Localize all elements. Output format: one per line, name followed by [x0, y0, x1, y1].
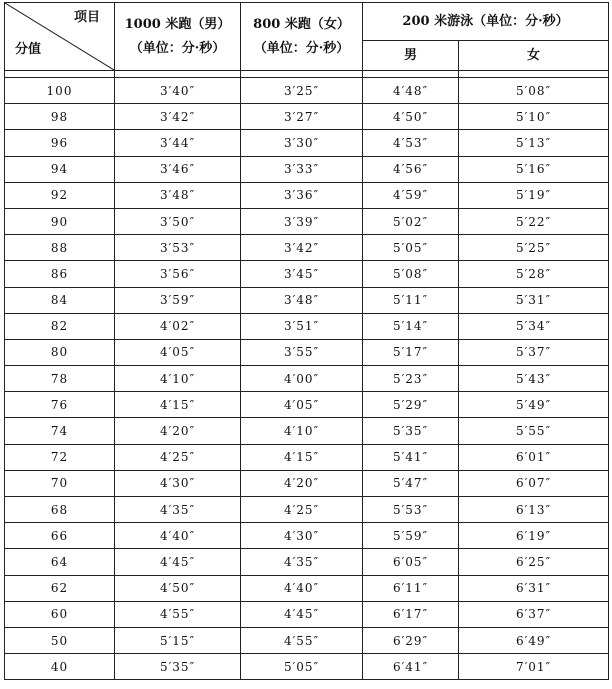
col-header-200m-swim: 200 米游泳（单位：分·秒） [363, 3, 609, 41]
score-cell: 98 [5, 104, 115, 130]
swim-200m-female-cell: 6′19″ [459, 523, 609, 549]
table-row [5, 78, 609, 104]
swim-200m-female-cell: 5′13″ [459, 130, 609, 156]
table-row [5, 549, 609, 575]
corner-header [5, 3, 115, 71]
swim-200m-female-cell: 5′37″ [459, 339, 609, 365]
score-table-body [5, 78, 609, 680]
run-1000m-male-cell: 5′15″ [115, 627, 241, 653]
run-1000m-male-cell: 3′59″ [115, 287, 241, 313]
col-header-800m-title: 800 米跑（女） [253, 16, 350, 32]
run-1000m-male-cell: 3′53″ [115, 235, 241, 261]
table-row [5, 104, 609, 130]
swim-200m-male-cell: 5′35″ [363, 418, 459, 444]
score-cell: 78 [5, 366, 115, 392]
table-row [5, 313, 609, 339]
run-1000m-male-cell: 3′44″ [115, 130, 241, 156]
score-cell: 40 [5, 654, 115, 680]
col-header-1000m [115, 3, 241, 71]
corner-item-label: 项目 [73, 10, 100, 25]
table-row [5, 366, 609, 392]
run-1000m-male-cell: 4′20″ [115, 418, 241, 444]
table-row [5, 575, 609, 601]
run-800m-female-cell: 3′55″ [241, 339, 363, 365]
swim-200m-male-cell: 5′11″ [363, 287, 459, 313]
run-800m-female-cell: 3′45″ [241, 261, 363, 287]
header-gap-cell [5, 71, 115, 78]
swim-200m-male-cell: 6′05″ [363, 549, 459, 575]
run-800m-female-cell: 3′42″ [241, 235, 363, 261]
swim-200m-male-cell: 5′17″ [363, 339, 459, 365]
score-cell: 88 [5, 235, 115, 261]
run-800m-female-cell: 4′25″ [241, 497, 363, 523]
table-row [5, 182, 609, 208]
table-row [5, 523, 609, 549]
swim-200m-female-cell: 6′49″ [459, 627, 609, 653]
swim-200m-male-cell: 5′08″ [363, 261, 459, 287]
score-cell: 68 [5, 497, 115, 523]
run-800m-female-cell: 4′05″ [241, 392, 363, 418]
swim-200m-female-cell: 5′34″ [459, 313, 609, 339]
swim-200m-male-cell: 6′11″ [363, 575, 459, 601]
run-1000m-male-cell: 3′56″ [115, 261, 241, 287]
table-row [5, 654, 609, 680]
run-1000m-male-cell: 5′35″ [115, 654, 241, 680]
swim-200m-male-cell: 5′14″ [363, 313, 459, 339]
swim-200m-female-cell: 6′31″ [459, 575, 609, 601]
swim-200m-female-cell: 5′55″ [459, 418, 609, 444]
score-cell: 76 [5, 392, 115, 418]
table-row [5, 392, 609, 418]
swim-200m-male-cell: 6′41″ [363, 654, 459, 680]
run-800m-female-cell: 4′35″ [241, 549, 363, 575]
swim-200m-female-cell: 6′07″ [459, 470, 609, 496]
col-header-1000m-unit: （单位：分·秒） [129, 40, 226, 56]
swim-200m-male-cell: 5′59″ [363, 523, 459, 549]
table-row [5, 130, 609, 156]
table-row [5, 470, 609, 496]
swim-200m-male-cell: 5′02″ [363, 208, 459, 234]
header-gap-cell [459, 71, 609, 78]
score-cell: 100 [5, 78, 115, 104]
header-gap-cell [241, 71, 363, 78]
swim-200m-male-cell: 6′17″ [363, 601, 459, 627]
run-800m-female-cell: 3′36″ [241, 182, 363, 208]
table-row [5, 339, 609, 365]
table-row [5, 497, 609, 523]
run-1000m-male-cell: 4′30″ [115, 470, 241, 496]
run-1000m-male-cell: 3′48″ [115, 182, 241, 208]
table-row [5, 287, 609, 313]
table-row [5, 156, 609, 182]
run-1000m-male-cell: 3′40″ [115, 78, 241, 104]
run-1000m-male-cell: 4′50″ [115, 575, 241, 601]
score-cell: 64 [5, 549, 115, 575]
score-cell: 80 [5, 339, 115, 365]
run-800m-female-cell: 4′40″ [241, 575, 363, 601]
run-1000m-male-cell: 4′05″ [115, 339, 241, 365]
score-cell: 66 [5, 523, 115, 549]
table-row [5, 235, 609, 261]
score-cell: 60 [5, 601, 115, 627]
swim-200m-male-cell: 5′23″ [363, 366, 459, 392]
swim-200m-male-cell: 5′47″ [363, 470, 459, 496]
header-gap-cell [363, 71, 459, 78]
swim-200m-male-cell: 5′53″ [363, 497, 459, 523]
swim-200m-female-cell: 7′01″ [459, 654, 609, 680]
score-cell: 82 [5, 313, 115, 339]
score-cell: 86 [5, 261, 115, 287]
swim-200m-male-cell: 5′41″ [363, 444, 459, 470]
col-header-1000m-title: 1000 米跑（男） [124, 16, 231, 32]
swim-200m-female-cell: 6′37″ [459, 601, 609, 627]
table-row [5, 627, 609, 653]
run-1000m-male-cell: 4′10″ [115, 366, 241, 392]
swim-200m-female-cell: 6′25″ [459, 549, 609, 575]
score-cell: 70 [5, 470, 115, 496]
run-800m-female-cell: 3′30″ [241, 130, 363, 156]
run-1000m-male-cell: 4′15″ [115, 392, 241, 418]
run-800m-female-cell: 5′05″ [241, 654, 363, 680]
run-1000m-male-cell: 4′35″ [115, 497, 241, 523]
score-cell: 94 [5, 156, 115, 182]
swim-200m-male-cell: 5′29″ [363, 392, 459, 418]
swim-200m-female-cell: 6′13″ [459, 497, 609, 523]
run-800m-female-cell: 4′20″ [241, 470, 363, 496]
run-1000m-male-cell: 4′55″ [115, 601, 241, 627]
table-row [5, 418, 609, 444]
col-header-swim-male: 男 [363, 41, 459, 71]
swim-200m-female-cell: 5′16″ [459, 156, 609, 182]
swim-200m-female-cell: 5′25″ [459, 235, 609, 261]
swim-200m-female-cell: 5′19″ [459, 182, 609, 208]
score-table [4, 2, 609, 680]
score-cell: 72 [5, 444, 115, 470]
score-cell: 92 [5, 182, 115, 208]
swim-200m-female-cell: 5′49″ [459, 392, 609, 418]
run-800m-female-cell: 4′00″ [241, 366, 363, 392]
run-800m-female-cell: 3′48″ [241, 287, 363, 313]
swim-200m-male-cell: 4′59″ [363, 182, 459, 208]
score-cell: 90 [5, 208, 115, 234]
run-800m-female-cell: 3′39″ [241, 208, 363, 234]
score-cell: 84 [5, 287, 115, 313]
col-header-800m-unit: （单位：分·秒） [253, 40, 350, 56]
table-row [5, 261, 609, 287]
col-header-swim-female: 女 [459, 41, 609, 71]
swim-200m-female-cell: 5′31″ [459, 287, 609, 313]
swim-200m-female-cell: 5′10″ [459, 104, 609, 130]
run-800m-female-cell: 4′55″ [241, 627, 363, 653]
swim-200m-male-cell: 4′50″ [363, 104, 459, 130]
swim-200m-male-cell: 5′05″ [363, 235, 459, 261]
swim-200m-male-cell: 4′53″ [363, 130, 459, 156]
swim-200m-female-cell: 5′22″ [459, 208, 609, 234]
run-1000m-male-cell: 4′02″ [115, 313, 241, 339]
run-800m-female-cell: 4′45″ [241, 601, 363, 627]
run-1000m-male-cell: 3′50″ [115, 208, 241, 234]
swim-200m-female-cell: 5′08″ [459, 78, 609, 104]
score-cell: 74 [5, 418, 115, 444]
run-800m-female-cell: 3′51″ [241, 313, 363, 339]
swim-200m-male-cell: 4′56″ [363, 156, 459, 182]
run-800m-female-cell: 3′27″ [241, 104, 363, 130]
score-cell: 96 [5, 130, 115, 156]
score-cell: 50 [5, 627, 115, 653]
swim-200m-male-cell: 6′29″ [363, 627, 459, 653]
corner-score-label: 分值 [15, 42, 42, 57]
col-header-800m [241, 3, 363, 71]
run-800m-female-cell: 4′15″ [241, 444, 363, 470]
table-row [5, 601, 609, 627]
swim-200m-female-cell: 6′01″ [459, 444, 609, 470]
swim-200m-female-cell: 5′28″ [459, 261, 609, 287]
run-800m-female-cell: 4′30″ [241, 523, 363, 549]
run-800m-female-cell: 3′25″ [241, 78, 363, 104]
run-1000m-male-cell: 3′42″ [115, 104, 241, 130]
table-row [5, 208, 609, 234]
run-800m-female-cell: 4′10″ [241, 418, 363, 444]
swim-200m-female-cell: 5′43″ [459, 366, 609, 392]
run-1000m-male-cell: 3′46″ [115, 156, 241, 182]
run-1000m-male-cell: 4′40″ [115, 523, 241, 549]
swim-200m-male-cell: 4′48″ [363, 78, 459, 104]
run-1000m-male-cell: 4′45″ [115, 549, 241, 575]
run-800m-female-cell: 3′33″ [241, 156, 363, 182]
header-gap-cell [115, 71, 241, 78]
table-row [5, 444, 609, 470]
run-1000m-male-cell: 4′25″ [115, 444, 241, 470]
score-cell: 62 [5, 575, 115, 601]
